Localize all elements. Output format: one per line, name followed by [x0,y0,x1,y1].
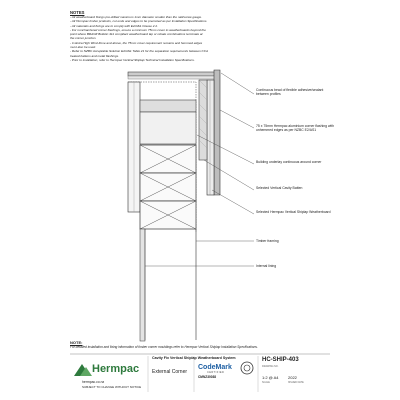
corner-flashing [214,70,220,195]
callout-underlay: Building underlay continuous around corner [256,160,322,164]
note2-title: NOTE: [70,340,83,345]
note-item: - For nonchamfered corner flashings, ensure a minimum 75mm cover to weatherboards beyond the [70,27,206,32]
codemark-number: CMNZ30038 [198,375,217,379]
issued-year: 2022 [288,375,297,380]
note-item: - In Extra High Wind Zone and above, the 75mm cover requirement remains and hemmed edges [70,40,203,45]
callout-cavity-batten: Selected Vertical Cavity Batten [256,186,303,190]
top-fascia-hatch [128,76,218,79]
callout-lining: Internal lining [256,264,277,268]
left-cavity-batten [140,112,196,144]
note-item: - Prior to installation, refer to Hermpac Vertical Shiplap Technical Installation Specifications. [70,57,195,62]
issued-date-label: ISSUED DATE [288,381,304,384]
callout-corner-flashing: 75 x 75mm Hermpac aluminium corner flashing with unhemmed edges as per NZBC E2/AS1 [256,124,335,133]
brand-name: Hermpac [92,363,140,375]
drawing-number: HC-SHIP-403 [262,357,299,363]
scale-value: 1:2 @ A4 [262,375,279,380]
subject-notice: SUBJECT TO CHANGE WITHOUT NOTICE [82,385,142,389]
codemark-certified: CERTIFIED [207,371,225,374]
note-item: - All weatherboard fixings pre-drilled maximum 1mm diameter smaller than the nail/screw gauge. [70,15,202,19]
notes-title: NOTES [70,10,85,15]
leader-line [212,190,254,214]
system-title: Cavity Fix Vertical Shiplap Weatherboard System [152,356,236,360]
note-item: treated battens and metal flashings. [70,53,120,58]
note2-text: For detailed installation and fixing information of timber corner mouldings refer to Hermpac Vertical Shiplap Installation Specifications. [70,345,258,349]
note-item: must also be used. [70,45,96,50]
leader-line [220,110,254,128]
left-cavity-batten [140,100,196,112]
right-shiplap-board [207,80,214,195]
drawing-number-label: DRAWING NO. [262,365,279,368]
top-fascia [128,72,218,76]
leader-line [221,73,254,94]
codemark-logo: CodeMark [198,364,232,371]
note-item: - Refer to NZBC Acceptable Solution E2/AS1 Table 21 for the separation requirements between CCA [70,49,209,54]
branz-appraised-icon [240,361,254,375]
callout-shiplap: Selected Hermpac Vertical Shiplap Weatherboard [256,210,331,214]
website[interactable]: hermpac.co.nz [82,380,105,384]
note-item: - All materials and fixings are to comply with E2/AS1 Clause 2.2. [70,23,158,28]
note-item: - All Hermpac timber products, cut ends and edges to be prerooted as per Installation Specifications. [70,19,208,24]
callout-framing: Timber framing [256,239,279,243]
note-item: the corner junction. [70,36,97,41]
note-item: point where BRANZ Bulletin 411 compliant weatherboard lap or rebate combinations terminate at [70,32,203,37]
internal-lining [140,229,145,341]
scale-label: SCALE [262,381,270,384]
detail-title: External Corner [152,369,188,375]
callout-sealant: Continuous bead of flexible adhesive/sealant between profiles [256,88,324,97]
